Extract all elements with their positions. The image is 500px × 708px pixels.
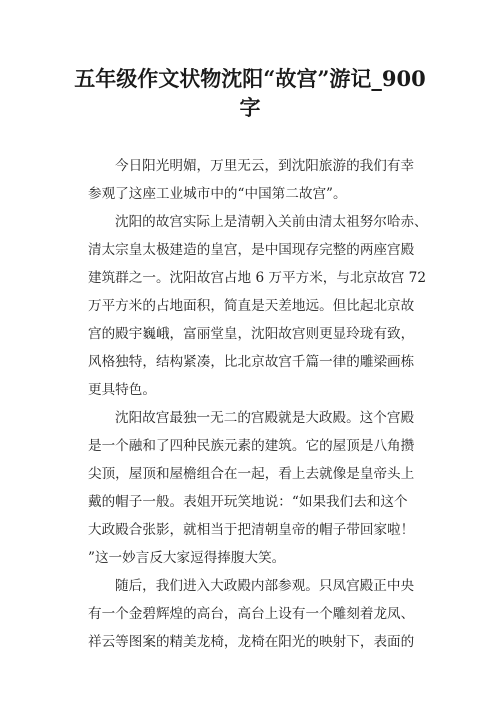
paragraph (88, 208, 428, 404)
paragraph-line: 建筑群之一。沈阳故宫占地 6 万平方米，与北京故宫 72 (88, 270, 426, 286)
title-line: 五年级作文状物沈阳“故宫”游记_900 (74, 66, 426, 91)
paragraph-line: 风格独特，结构紧凑，比北京故宫千篇一律的雕梁画栋 (88, 354, 415, 370)
paragraph (88, 404, 418, 572)
paragraph-line: 宫的殿宇巍峨，富丽堂皇，沈阳故宫则更显玲珑有致， (88, 326, 415, 342)
paragraph-line: 万平方米的占地面积，简直是天差地远。但比起北京故 (88, 298, 415, 314)
paragraph-line: 是一个融和了四种民族元素的建筑。它的屋顶是八角攒 (88, 438, 415, 454)
paragraph-line: 有一个金碧辉煌的高台，高台上设有一个雕刻着龙凤、 (88, 606, 415, 622)
paragraph-line: ”这一妙言反大家逗得捧腹大笑。 (88, 550, 286, 566)
paragraph-line: 祥云等图案的精美龙椅，龙椅在阳光的映射下，表面的 (88, 634, 415, 650)
paragraph (88, 152, 418, 208)
paragraph-line: 更具特色。 (88, 382, 156, 398)
title-line: 字 (239, 95, 261, 120)
paragraph-line: 沈阳故宫最独一无二的宫殿就是大政殿。这个宫殿 (115, 410, 415, 426)
document-body (88, 152, 428, 656)
paragraph (88, 572, 418, 656)
paragraph-line: 随后，我们进入大政殿内部参观。只凤宫殿正中央 (115, 578, 415, 594)
paragraph-line: 戴的帽子一般。表姐开玩笑地说：“如果我们去和这个 (88, 494, 408, 510)
document-title (60, 64, 440, 122)
paragraph-line: 大政殿合张影，就相当于把清朝皇帝的帽子带回家啦！ (88, 522, 415, 538)
paragraph-line: 今日阳光明媚，万里无云，到沈阳旅游的我们有幸 (115, 158, 415, 174)
paragraph-line: 尖顶，屋顶和屋檐组合在一起，看上去就像是皇帝头上 (88, 466, 415, 482)
paragraph-line: 沈阳的故宫实际上是清朝入关前由清太祖努尔哈赤、 (115, 214, 428, 230)
paragraph-line: 参观了这座工业城市中的“中国第二故宫”。 (88, 186, 347, 202)
paragraph-line: 清太宗皇太极建造的皇宫，是中国现存完整的两座宫殿 (88, 242, 415, 258)
